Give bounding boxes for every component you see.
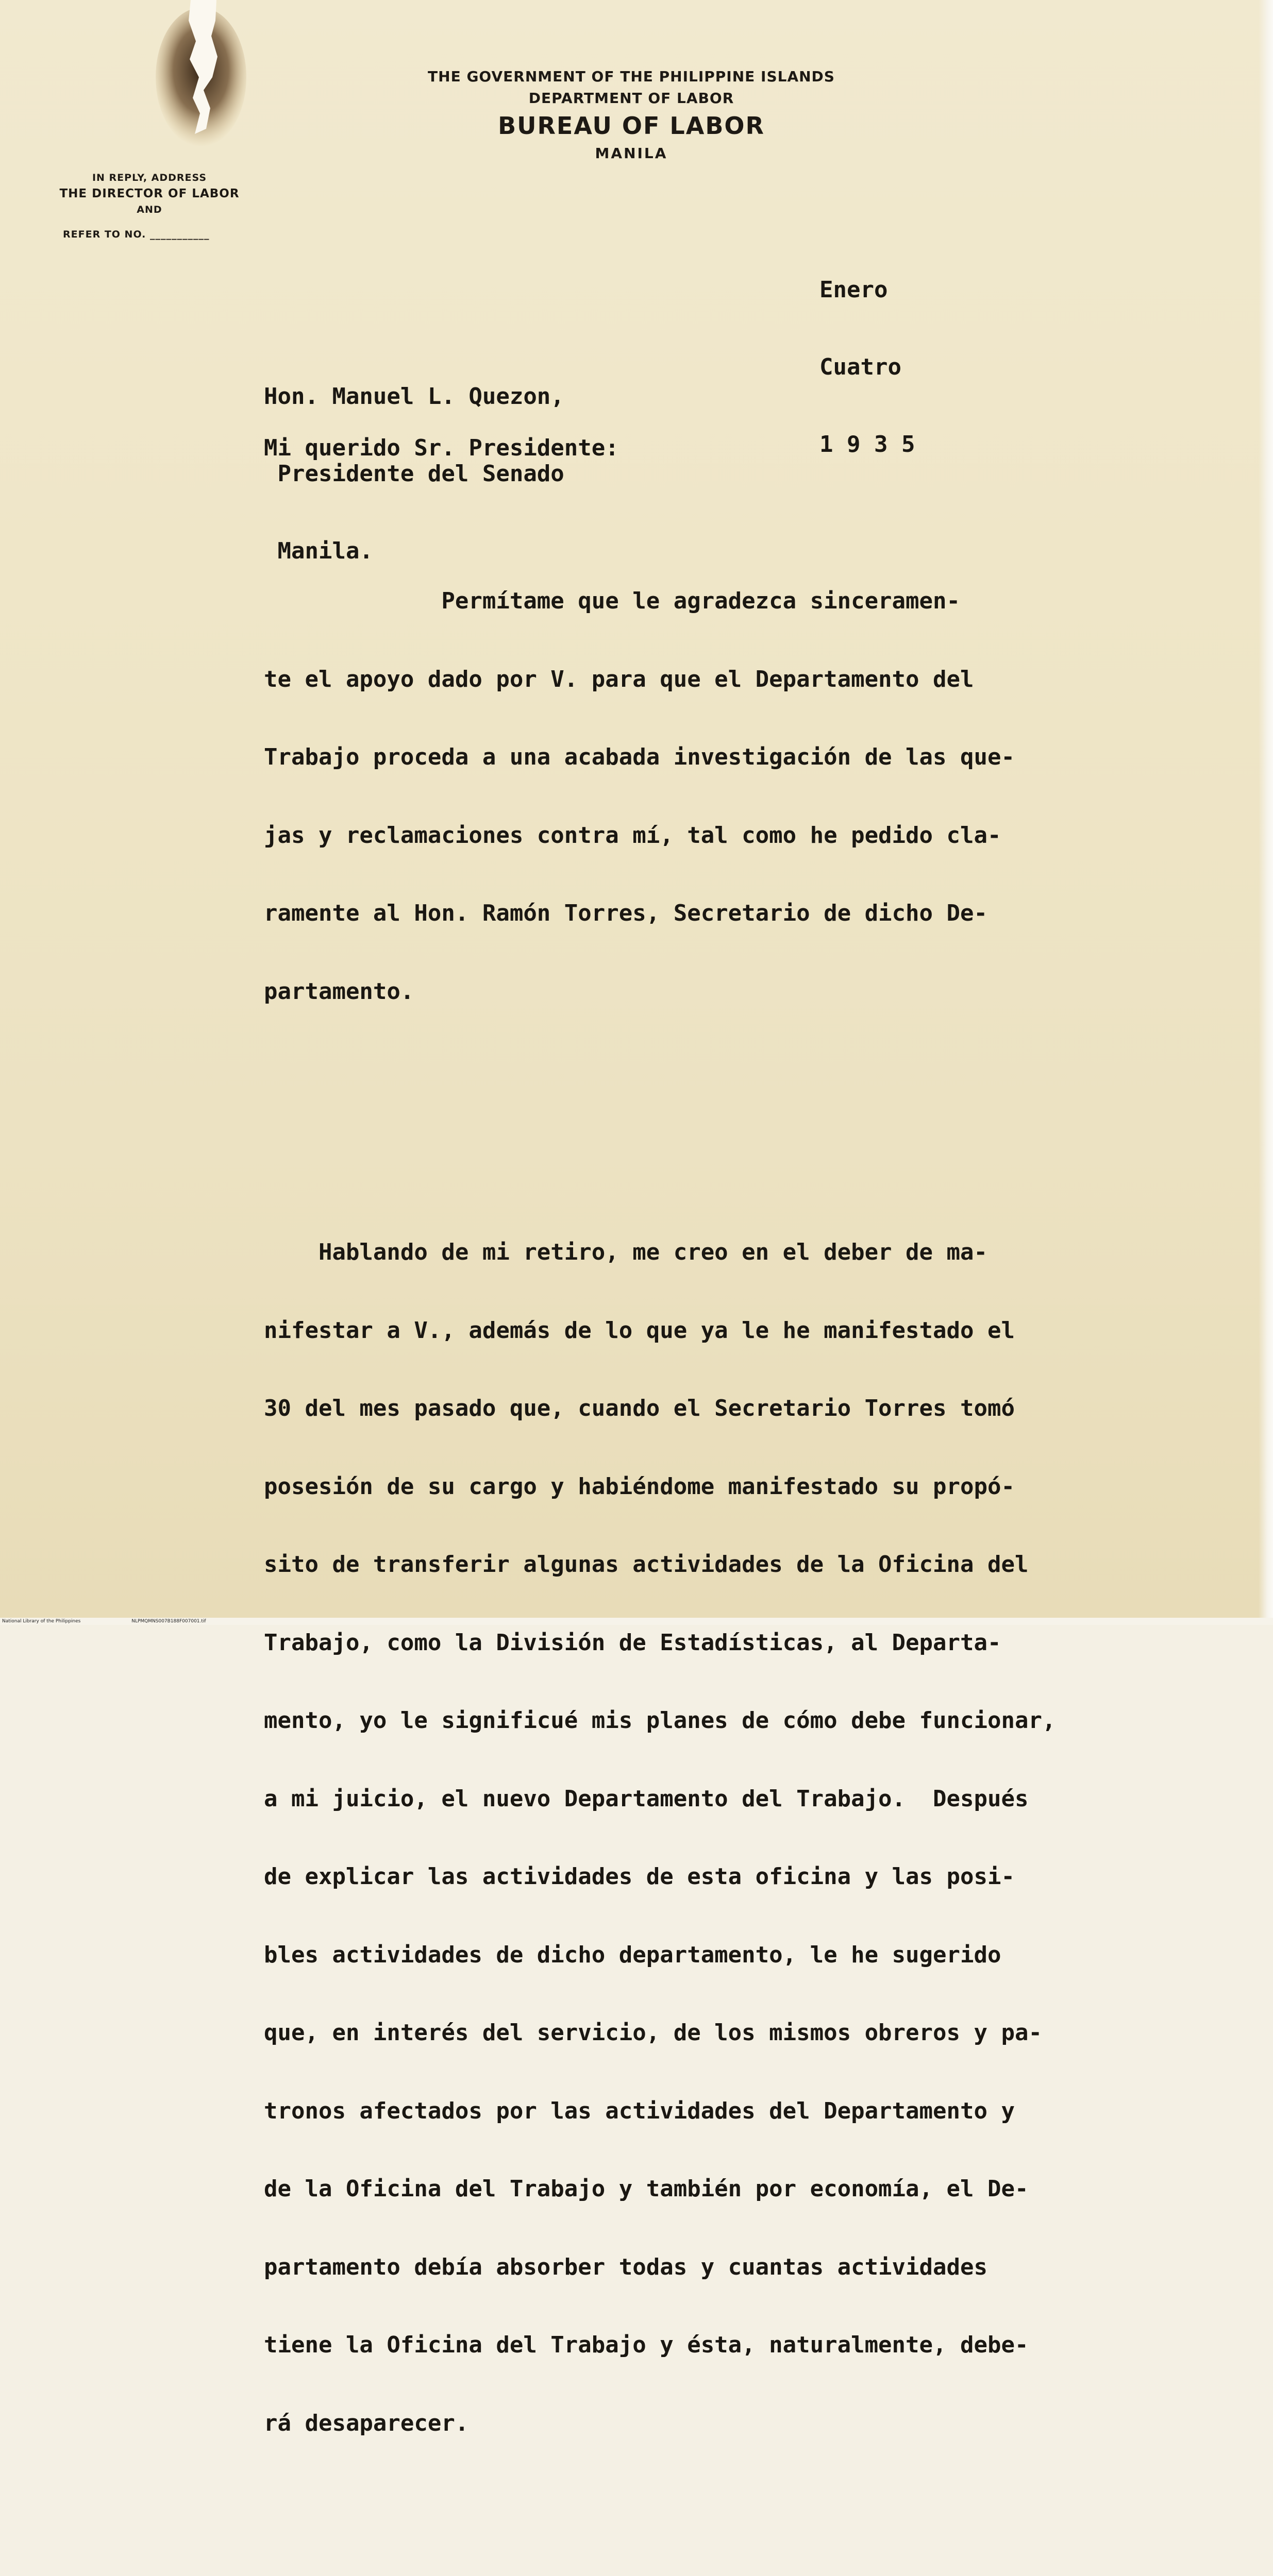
reply-line-2: THE DIRECTOR OF LABOR [59, 187, 240, 200]
burn-mark-icon [155, 0, 247, 149]
body-line: Trabajo, como la División de Estadísticas, al Departa- [264, 1629, 1001, 1656]
body-line: nifestar a V., además de lo que ya le he manifestado el [264, 1317, 1015, 1344]
body-line: sito de transferir algunas actividades de la Oficina del [264, 1551, 1029, 1578]
date-month: Enero [819, 277, 888, 303]
body-line: ramente al Hon. Ramón Torres, Secretario de dicho De- [264, 900, 987, 926]
body-line: a mi juicio, el nuevo Departamento del Trabajo. Después [264, 1785, 1029, 1812]
salutation: Mi querido Sr. Presidente: [264, 435, 619, 461]
body-line: Permítame que le agradezca sinceramen- [264, 588, 961, 614]
addressee-city: Manila. [264, 538, 373, 564]
letter-body [264, 484, 1056, 2576]
body-line: mento, yo le significué mis planes de cómo debe funcionar, [264, 1707, 1056, 1734]
body-line: Hablando de mi retiro, me creo en el deber de ma- [264, 1239, 987, 1265]
body-line: bles actividades de dicho departamento, le he sugerido [264, 1941, 1001, 1968]
body-line: partamento. [264, 978, 414, 1005]
paragraph-2 [264, 1188, 1056, 2488]
footer-source: National Library of the Philippines [2, 1619, 81, 1624]
letterhead-bureau: BUREAU OF LABOR [498, 112, 765, 140]
paragraph-1 [264, 536, 1056, 1057]
letterhead-city: MANILA [595, 145, 668, 162]
body-line: te el apoyo dado por V. para que el Departamento del [264, 666, 974, 692]
footer-file: NLPMQMNS007B188F007001.tif [131, 1619, 206, 1624]
body-line: rá desaparecer. [264, 2410, 469, 2436]
reply-address-block [52, 170, 247, 242]
addressee-name: Hon. Manuel L. Quezon, [264, 383, 564, 410]
reply-refer-line: REFER TO NO. ___________ [63, 229, 210, 240]
letterhead-department: DEPARTMENT OF LABOR [528, 90, 734, 107]
archive-footer [0, 1618, 1273, 1625]
body-line: de explicar las actividades de esta oficina y las posi- [264, 1863, 1015, 1890]
reply-line-3: AND [137, 204, 162, 215]
body-line: 30 del mes pasado que, cuando el Secretario Torres tomó [264, 1395, 1015, 1421]
addressee-title: Presidente del Senado [264, 461, 564, 487]
body-line: de la Oficina del Trabajo y también por economía, el De- [264, 2176, 1029, 2202]
page-edge [1259, 0, 1273, 1625]
body-line: jas y reclamaciones contra mí, tal como he pedido cla- [264, 822, 1001, 849]
body-line: posesión de su cargo y habiéndome manifestado su propó- [264, 1473, 1015, 1500]
date-year: 1 9 3 5 [819, 431, 915, 457]
reply-line-1: IN REPLY, ADDRESS [92, 172, 207, 183]
body-line: partamento debía absorber todas y cuantas actividades [264, 2253, 987, 2280]
body-line: que, en interés del servicio, de los mismos obreros y pa- [264, 2020, 1042, 2046]
body-line: tronos afectados por las actividades del Departamento y [264, 2097, 1015, 2124]
letter-date [819, 226, 915, 509]
letterhead-government: THE GOVERNMENT OF THE PHILIPPINE ISLANDS [428, 68, 835, 85]
body-line: Trabajo proceda a una acabada investigación de las que- [264, 744, 1015, 770]
letterhead [392, 66, 871, 165]
date-day: Cuatro [819, 354, 901, 380]
body-line: tiene la Oficina del Trabajo y ésta, naturalmente, debe- [264, 2332, 1029, 2358]
